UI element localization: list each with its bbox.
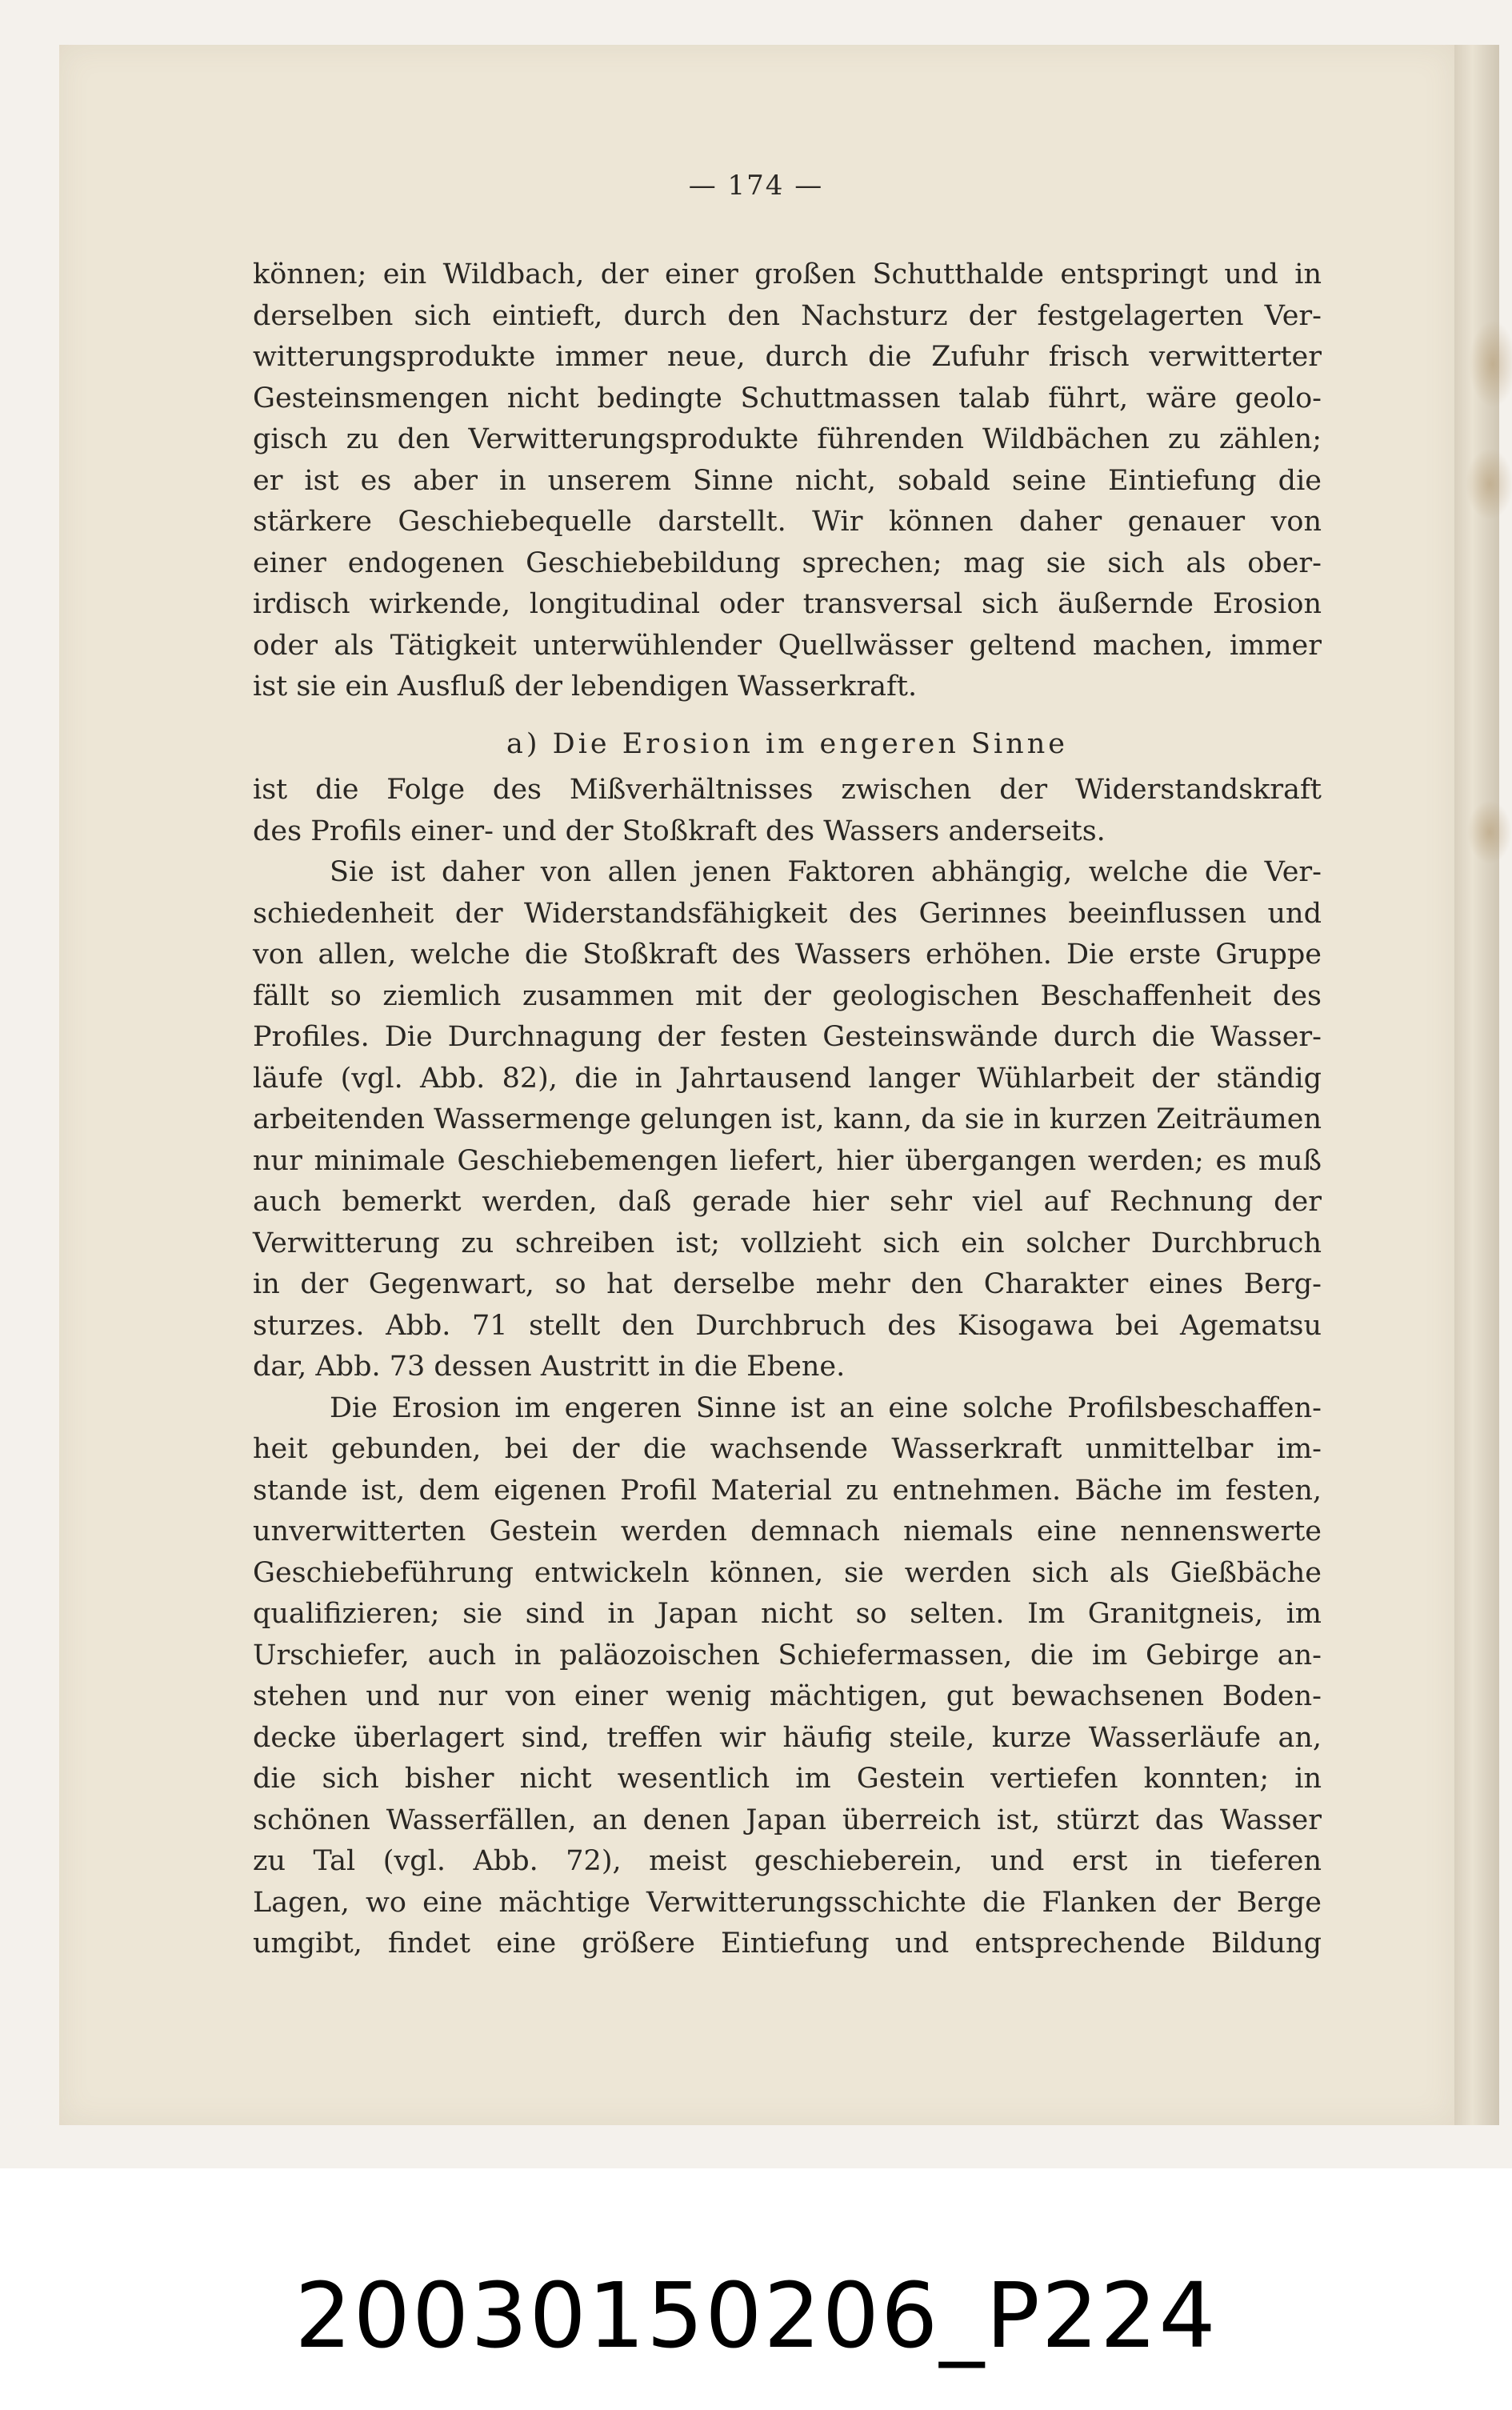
scan-identifier: 20030150206_P224 — [294, 2264, 1218, 2368]
text-line: unverwitterten Gestein werden demnach niemals eine nennenswerte — [253, 1515, 1322, 1547]
text-line: irdisch wirkende, longitudinal oder transversal sich äußernde Erosion — [253, 588, 1322, 620]
text-line: Geschiebeführung entwickeln können, sie werden sich als Gießbäche — [253, 1556, 1322, 1589]
text-line: ist sie ein Ausfluß der lebendigen Wasserkraft. — [253, 671, 918, 703]
text-line: in der Gegenwart, so hat derselbe mehr den Charakter eines Berg- — [253, 1268, 1322, 1300]
text-line: Gesteinsmengen nicht bedingte Schuttmassen talab führt, wäre geolo- — [253, 382, 1322, 414]
paper-stain — [1469, 320, 1512, 408]
text-line: Profiles. Die Durchnagung der festen Gesteinswände durch die Wasser- — [253, 1021, 1322, 1053]
text-line: decke überlagert sind, treffen wir häufig steile, kurze Wasserläufe an, — [253, 1721, 1322, 1754]
body-text — [253, 254, 1322, 1965]
text-line: stärkere Geschiebequelle darstellt. Wir können daher genauer von — [253, 506, 1322, 538]
text-line: Die Erosion im engeren Sinne ist an eine solche Profilsbeschaffen- — [330, 1391, 1322, 1424]
text-line: auch bemerkt werden, daß gerade hier sehr viel auf Rechnung der — [253, 1186, 1322, 1218]
text-line: dar, Abb. 73 dessen Austritt in die Ebene. — [253, 1351, 846, 1383]
text-line: die sich bisher nicht wesentlich im Gestein vertiefen konnten; in — [253, 1763, 1322, 1795]
text-line: ist die Folge des Mißverhältnisses zwischen der Widerstandskraft — [253, 774, 1322, 806]
text-line: können; ein Wildbach, der einer großen Schutthalde entspringt und in — [253, 258, 1322, 290]
text-line: des Profils einer- und der Stoßkraft des Wassers anderseits. — [253, 815, 1106, 847]
text-line: stehen und nur von einer wenig mächtigen, gut bewachsenen Boden- — [253, 1680, 1322, 1712]
text-line: Verwitterung zu schreiben ist; vollzieht sich ein solcher Durchbruch — [253, 1227, 1322, 1259]
paper-stain — [1466, 448, 1512, 520]
text-line: arbeitenden Wassermenge gelungen ist, kann, da sie in kurzen Zeiträumen — [253, 1103, 1322, 1135]
text-line: schiedenheit der Widerstandsfähigkeit des Gerinnes beeinflussen und — [253, 897, 1322, 930]
text-line: schönen Wasserfällen, an denen Japan überreich ist, stürzt das Wasser — [253, 1803, 1322, 1836]
text-line: zu Tal (vgl. Abb. 72), meist geschieberein, und erst in tieferen — [253, 1845, 1322, 1877]
text-line: nur minimale Geschiebemengen liefert, hier übergangen werden; es muß — [253, 1144, 1322, 1177]
text-line: er ist es aber in unserem Sinne nicht, sobald seine Eintiefung die — [253, 464, 1322, 497]
text-line: einer endogenen Geschiebebildung sprechen; mag sie sich als ober- — [253, 546, 1322, 579]
text-line: Lagen, wo eine mächtige Verwitterungsschichte die Flanken der Berge — [253, 1886, 1322, 1919]
paper-stain — [1467, 800, 1512, 864]
text-line: von allen, welche die Stoßkraft des Wassers erhöhen. Die erste Gruppe — [253, 939, 1322, 971]
text-line: qualifizieren; sie sind in Japan nicht so selten. Im Granitgneis, im — [253, 1598, 1322, 1630]
text-line: oder als Tätigkeit unterwühlender Quellwässer geltend machen, immer — [253, 629, 1322, 662]
text-line: derselben sich eintieft, durch den Nachsturz der festgelagerten Ver- — [253, 299, 1322, 332]
text-line: stande ist, dem eigenen Profil Material zu entnehmen. Bäche im festen, — [253, 1474, 1322, 1507]
text-line: gisch zu den Verwitterungsprodukte führenden Wildbächen zu zählen; — [253, 423, 1322, 455]
text-line: umgibt, findet eine größere Eintiefung und entsprechende Bildung — [253, 1928, 1322, 1960]
text-line: fällt so ziemlich zusammen mit der geologischen Beschaffenheit des — [253, 979, 1322, 1012]
text-line: sturzes. Abb. 71 stellt den Durchbruch des Kisogawa bei Agematsu — [253, 1309, 1322, 1342]
section-heading: a) Die Erosion im engeren Sinne — [506, 727, 1068, 760]
text-line: witterungsprodukte immer neue, durch die Zufuhr frisch verwitterter — [253, 341, 1322, 373]
text-line: Urschiefer, auch in paläozoischen Schiefermassen, die im Gebirge an- — [253, 1639, 1322, 1671]
text-line: Sie ist daher von allen jenen Faktoren abhängig, welche die Ver- — [330, 856, 1322, 888]
page-number: — 174 — — [688, 170, 824, 202]
text-line: läufe (vgl. Abb. 82), die in Jahrtausend langer Wühlarbeit der ständig — [253, 1062, 1322, 1095]
text-line: heit gebunden, bei der die wachsende Wasserkraft unmittelbar im- — [253, 1433, 1322, 1465]
